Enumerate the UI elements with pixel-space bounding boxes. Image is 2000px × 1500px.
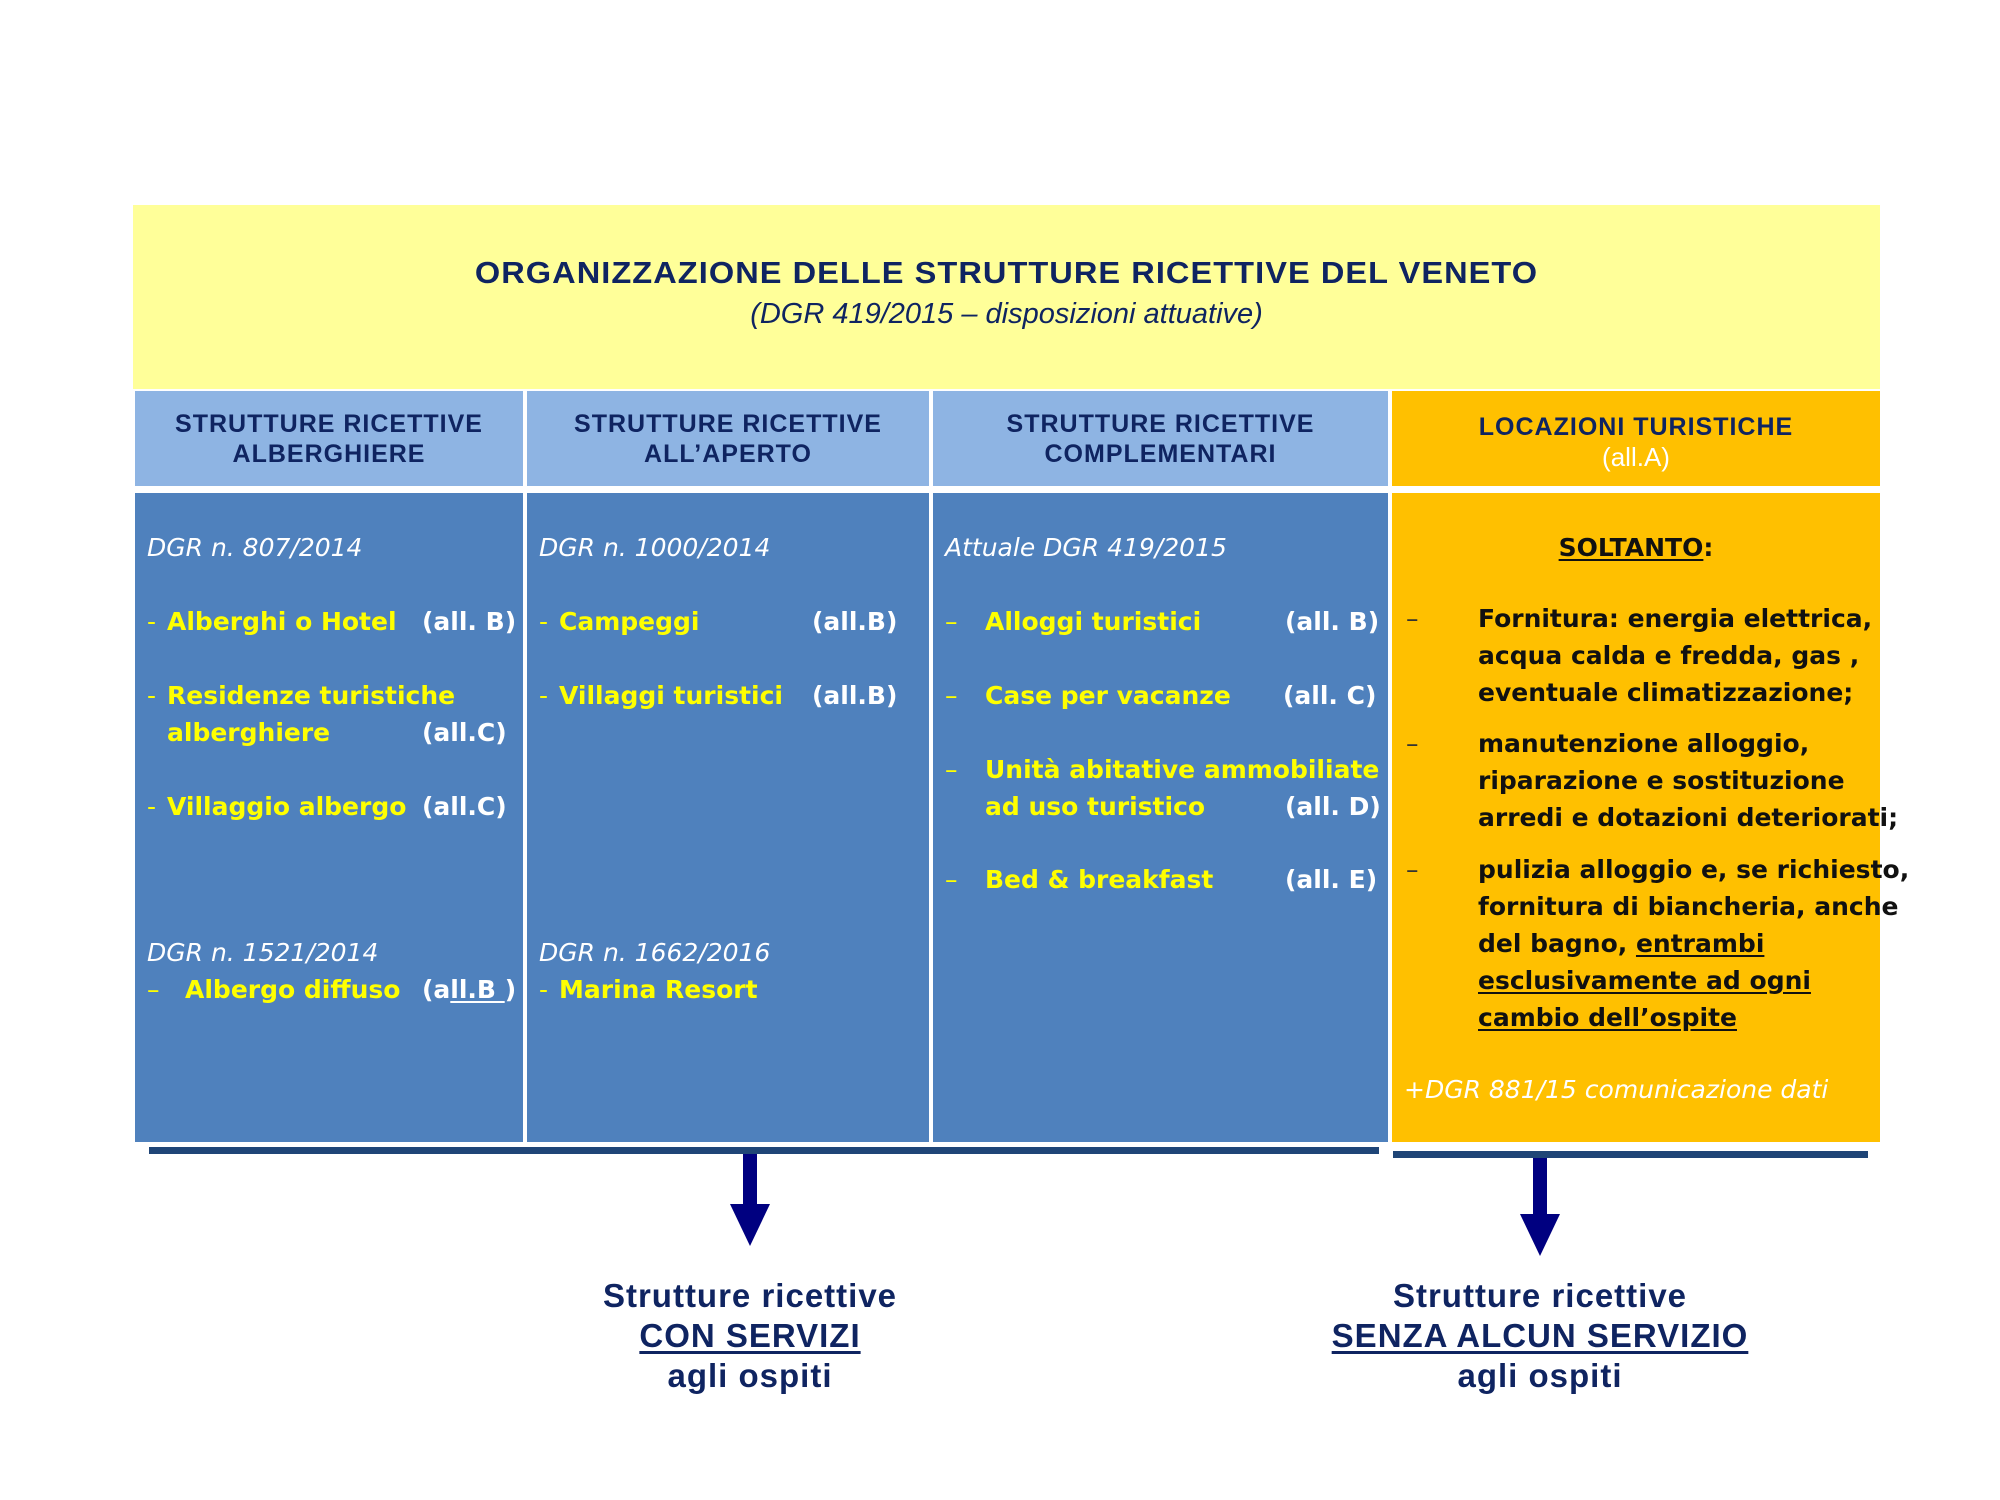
heading-colon: : — [1703, 533, 1714, 562]
header-locazioni — [1392, 391, 1880, 486]
line-part: del bagno, — [1478, 929, 1636, 958]
column-alberghiere — [135, 493, 523, 1142]
item-ref: (all. D) — [1285, 792, 1381, 821]
item-label: Alberghi o Hotel — [167, 607, 397, 636]
outcome-without-services — [1240, 1276, 1840, 1396]
header-line: STRUTTURE RICETTIVE — [574, 409, 882, 438]
header-line: STRUTTURE RICETTIVE — [1006, 409, 1315, 438]
dgr-reference: DGR n. 807/2014 — [147, 533, 363, 562]
dash-icon: - — [147, 607, 157, 636]
header-line: COMPLEMENTARI — [1044, 439, 1277, 468]
header-alberghiere — [135, 391, 523, 486]
outcome-line: agli ospiti — [1457, 1357, 1623, 1394]
item-label: Alloggi turistici — [985, 607, 1202, 636]
item-ref: (all.B) — [812, 681, 898, 710]
title-banner — [133, 205, 1880, 389]
item-label: Unità abitative ammobiliate — [985, 755, 1380, 784]
service-line — [1478, 925, 1764, 962]
dash-icon: – — [1406, 855, 1419, 884]
dash-icon: - — [147, 792, 157, 821]
item-ref: (all. C) — [1283, 681, 1377, 710]
column-locazioni — [1392, 493, 1910, 1142]
line-underlined: entrambi — [1635, 929, 1765, 958]
ref-part: ) — [504, 975, 517, 1004]
header-line: LOCAZIONI TURISTICHE — [1478, 412, 1794, 441]
dash-icon: - — [539, 681, 549, 710]
item-label: Marina Resort — [559, 975, 758, 1004]
arrow-head-icon — [730, 1204, 770, 1246]
item-ref: (all.C) — [422, 792, 507, 821]
dash-icon: – — [1406, 729, 1419, 758]
header-complementari — [933, 391, 1388, 486]
item-label-cont: alberghiere — [167, 718, 331, 747]
dgr-reference: DGR n. 1521/2014 — [147, 938, 379, 967]
service-line: fornitura di biancheria, anche — [1478, 892, 1899, 921]
header-line: ALBERGHIERE — [232, 439, 426, 468]
item-ref — [422, 971, 516, 1008]
dash-icon: – — [147, 975, 160, 1004]
service-line: pulizia alloggio e, se richiesto, — [1478, 855, 1910, 884]
outcome-emphasis: SENZA ALCUN SERVIZIO — [1331, 1317, 1749, 1354]
item-label: Case per vacanze — [985, 681, 1231, 710]
outcome-line: Strutture ricettive — [1392, 1277, 1688, 1314]
group-bar-with-services — [149, 1147, 1379, 1154]
dash-icon: - — [539, 607, 549, 636]
arrow-head-icon — [1520, 1214, 1560, 1256]
item-label: Albergo diffuso — [185, 975, 401, 1004]
item-label: Bed & breakfast — [985, 865, 1214, 894]
service-line: acqua calda e fredda, gas , — [1478, 641, 1860, 670]
dash-icon: – — [945, 865, 958, 894]
ref-underlined: ll.B — [450, 975, 505, 1004]
item-label: Campeggi — [559, 607, 700, 636]
arrow-down-icon — [743, 1154, 757, 1206]
column-all-aperto — [527, 493, 929, 1142]
item-ref: (all. B) — [1285, 607, 1380, 636]
diagram-subtitle: (DGR 419/2015 – disposizioni attuative) — [750, 298, 1263, 330]
outcome-emphasis: CON SERVIZI — [639, 1317, 861, 1354]
dgr-reference: DGR n. 1662/2016 — [539, 938, 771, 967]
outcome-line: agli ospiti — [667, 1357, 833, 1394]
dash-icon: – — [1406, 604, 1419, 633]
dash-icon: - — [147, 681, 157, 710]
dash-icon: - — [539, 975, 549, 1004]
item-ref: (all.B) — [812, 607, 898, 636]
service-line-underlined: cambio dell’ospite — [1478, 1003, 1737, 1032]
service-line: arredi e dotazioni deteriorati; — [1478, 803, 1899, 832]
dgr-reference: DGR n. 1000/2014 — [539, 533, 771, 562]
service-line: Fornitura: energia elettrica, — [1478, 604, 1873, 633]
item-ref: (all. B) — [422, 607, 517, 636]
item-label: Villaggio albergo — [167, 792, 407, 821]
outcome-with-services — [500, 1276, 1000, 1396]
header-subref: (all.A) — [1602, 441, 1670, 472]
item-label: Villaggi turistici — [559, 681, 783, 710]
header-all-aperto — [527, 391, 929, 486]
item-ref: (all. E) — [1285, 865, 1378, 894]
dgr-footnote: +DGR 881/15 comunicazione dati — [1404, 1075, 1829, 1104]
outcome-line: Strutture ricettive — [602, 1277, 898, 1314]
service-line-underlined: esclusivamente ad ogni — [1478, 966, 1811, 995]
dash-icon: – — [945, 607, 958, 636]
header-line: STRUTTURE RICETTIVE — [175, 409, 483, 438]
diagram-title: ORGANIZZAZIONE DELLE STRUTTURE RICETTIVE DEL VENETO — [474, 255, 1539, 290]
soltanto-text: SOLTANTO — [1558, 533, 1704, 562]
service-line: riparazione e sostituzione — [1478, 766, 1845, 795]
arrow-down-icon — [1533, 1158, 1547, 1216]
dash-icon: – — [945, 755, 958, 784]
group-bar-without-services — [1393, 1151, 1868, 1158]
dash-icon: – — [945, 681, 958, 710]
ref-part: (a — [422, 975, 451, 1004]
item-label: Residenze turistiche — [167, 681, 456, 710]
dgr-reference: Attuale DGR 419/2015 — [945, 533, 1227, 562]
column-complementari — [933, 493, 1388, 1142]
item-ref: (all.C) — [422, 718, 507, 747]
soltanto-heading — [1392, 529, 1880, 566]
header-line: ALL’APERTO — [644, 439, 812, 468]
service-line: eventuale climatizzazione; — [1478, 678, 1854, 707]
item-label-cont: ad uso turistico — [985, 792, 1206, 821]
service-line: manutenzione alloggio, — [1478, 729, 1810, 758]
